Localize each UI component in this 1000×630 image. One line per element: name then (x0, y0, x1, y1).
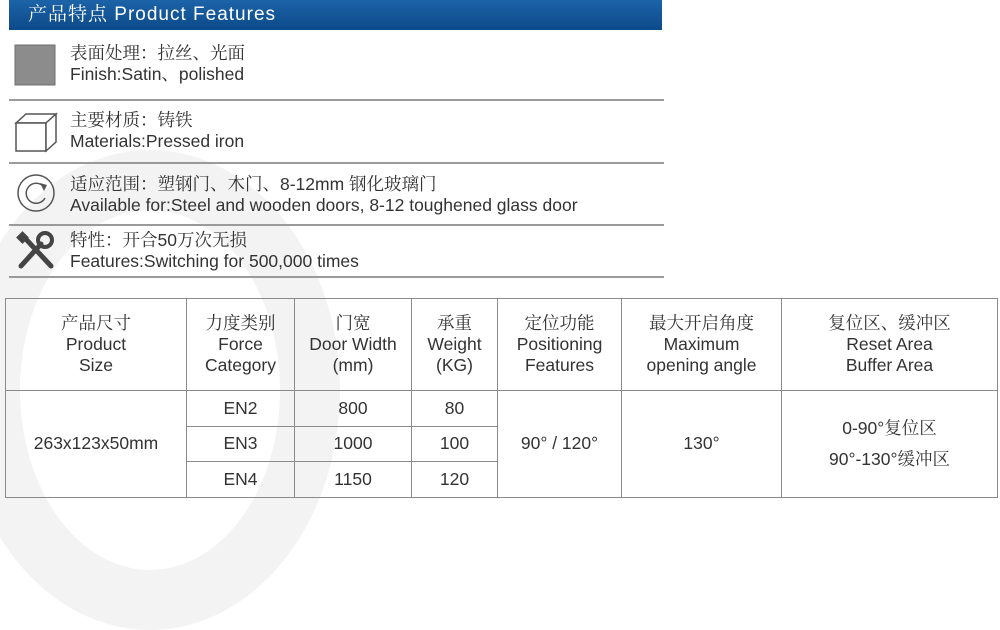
cell-weight: 120 (412, 462, 498, 498)
refresh-circle-icon (16, 173, 56, 218)
header-reset-buffer: 复位区、缓冲区 Reset Area Buffer Area (782, 299, 998, 391)
cell-positioning: 90° / 120° (498, 390, 622, 497)
cell-category: EN2 (187, 390, 295, 426)
header-size: 产品尺寸 Product Size (6, 299, 187, 391)
section-title-bar (9, 0, 662, 30)
cell-category: EN4 (187, 462, 295, 498)
spec-table (5, 298, 998, 498)
reset-area-text: 0-90°复位区 (842, 417, 937, 438)
cube-icon (14, 111, 58, 158)
table-row (6, 390, 998, 426)
section-title: 产品特点 Product Features (28, 4, 277, 25)
feature-finish-en: Finish:Satin、polished (70, 64, 245, 84)
feature-materials (9, 101, 664, 164)
header-max-angle: 最大开启角度 Maximum opening angle (622, 299, 782, 391)
buffer-area-text: 90°-130°缓冲区 (829, 448, 950, 469)
feature-switching-zh: 特性：开合50万次无损 (70, 230, 247, 250)
header-weight: 承重 Weight (KG) (412, 299, 498, 391)
header-force: 力度类别 Force Category (187, 299, 295, 391)
feature-available-zh: 适应范围：塑钢门、木门、8-12mm 钢化玻璃门 (70, 174, 437, 194)
table-header-row (6, 299, 998, 391)
header-door-width: 门宽 Door Width (mm) (295, 299, 412, 391)
feature-available-en: Available for:Steel and wooden doors, 8-12 toughened glass door (70, 195, 578, 215)
cell-width: 1150 (295, 462, 412, 498)
feature-switching (9, 226, 664, 278)
feature-finish (9, 31, 664, 101)
cell-width: 800 (295, 390, 412, 426)
feature-switching-en: Features:Switching for 500,000 times (70, 251, 359, 271)
feature-materials-en: Materials:Pressed iron (70, 131, 245, 151)
cell-category: EN3 (187, 426, 295, 462)
feature-finish-zh: 表面处理：拉丝、光面 (70, 43, 245, 63)
cell-weight: 80 (412, 390, 498, 426)
cell-max-angle: 130° (622, 390, 782, 497)
square-swatch-icon (14, 44, 56, 91)
feature-materials-zh: 主要材质：铸铁 (70, 110, 193, 130)
cell-weight: 100 (412, 426, 498, 462)
cell-size: 263x123x50mm (6, 390, 187, 497)
cell-reset-buffer (782, 390, 998, 497)
feature-available (9, 164, 664, 226)
tools-icon (15, 230, 57, 277)
header-positioning: 定位功能 Positioning Features (498, 299, 622, 391)
cell-width: 1000 (295, 426, 412, 462)
